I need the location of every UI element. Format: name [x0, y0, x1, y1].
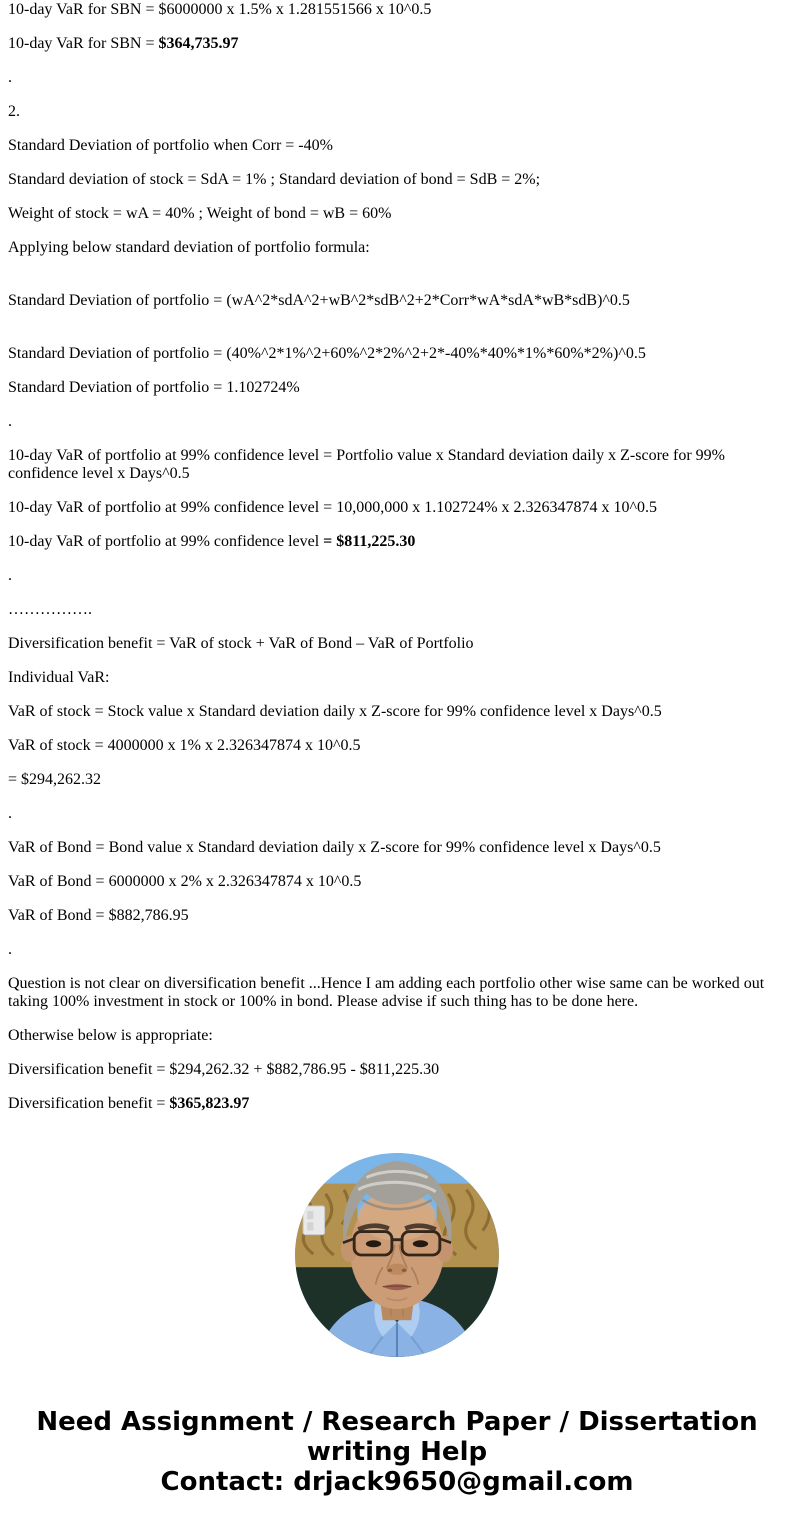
doc-paragraph — [8, 345, 786, 363]
doc-paragraph — [8, 379, 786, 397]
paragraph-text: VaR of Bond = 6000000 x 2% x 2.326347874 x 10^0.5 — [8, 873, 362, 890]
paragraph-text: . — [8, 69, 12, 86]
doc-paragraph — [8, 975, 786, 1011]
paragraph-text: Diversification benefit = — [8, 1095, 170, 1112]
tutor-avatar — [295, 1153, 499, 1357]
doc-paragraph — [8, 1, 786, 19]
doc-paragraph — [8, 171, 786, 189]
paragraph-text: 10-day VaR of portfolio at 99% confidence level — [8, 533, 324, 550]
paragraph-text: VaR of Bond = $882,786.95 — [8, 907, 189, 924]
doc-paragraph — [8, 35, 786, 53]
doc-paragraph — [8, 907, 786, 925]
paragraph-bold-text: $364,735.97 — [158, 35, 239, 52]
doc-paragraph — [8, 567, 786, 585]
doc-paragraph — [8, 839, 786, 857]
doc-paragraph — [8, 292, 786, 310]
paragraph-text: Diversification benefit = $294,262.32 + $882,786.95 - $811,225.30 — [8, 1061, 440, 1078]
paragraph-text: Otherwise below is appropriate: — [8, 1027, 213, 1044]
paragraph-text: Individual VaR: — [8, 669, 110, 686]
doc-paragraph — [8, 447, 786, 483]
doc-paragraph — [8, 737, 786, 755]
paragraph-text: 10-day VaR for SBN = — [8, 35, 159, 52]
paragraph-text: Standard Deviation of portfolio when Corr = -40% — [8, 137, 333, 154]
paragraph-text: 2. — [8, 103, 20, 120]
paragraph-text: ……………. — [8, 601, 92, 618]
doc-paragraph — [8, 69, 786, 87]
paragraph-text: . — [8, 805, 12, 822]
doc-paragraph — [8, 103, 786, 121]
doc-paragraph — [8, 805, 786, 823]
paragraph-text: Standard Deviation of portfolio = 1.102724% — [8, 379, 300, 396]
paragraph-text: 10-day VaR for SBN = $6000000 x 1.5% x 1.281551566 x 10^0.5 — [8, 1, 432, 18]
doc-paragraph — [8, 533, 786, 551]
paragraph-text: . — [8, 567, 12, 584]
paragraph-text: VaR of stock = Stock value x Standard deviation daily x Z-score for 99% confidence level x Days^0.5 — [8, 703, 662, 720]
paragraph-text: = $294,262.32 — [8, 771, 102, 788]
paragraph-text: Standard Deviation of portfolio = (40%^2*1%^2+60%^2*2%^2+2*-40%*40%*1%*60%*2%)^0.5 — [8, 345, 646, 362]
paragraph-bold-text: $365,823.97 — [169, 1095, 250, 1112]
doc-paragraph — [8, 1061, 786, 1079]
paragraph-text: . — [8, 413, 12, 430]
doc-paragraph — [8, 205, 786, 223]
paragraph-text: Weight of stock = wA = 40% ; Weight of bond = wB = 60% — [8, 205, 392, 222]
paragraph-text: Standard deviation of stock = SdA = 1% ; Standard deviation of bond = SdB = 2%; — [8, 171, 541, 188]
paragraph-text: Applying below standard deviation of portfolio formula: — [8, 239, 370, 256]
paragraph-text: Diversification benefit = VaR of stock + VaR of Bond – VaR of Portfolio — [8, 635, 474, 652]
doc-paragraph — [8, 873, 786, 891]
paragraph-text: 10-day VaR of portfolio at 99% confidence level = Portfolio value x Standard deviation daily x Z-score for 99% confidence level x Days^0.5 — [8, 447, 725, 482]
footer-title-line2: writing Help — [306, 1437, 488, 1467]
doc-paragraph — [8, 413, 786, 431]
paragraph-text: VaR of Bond = Bond value x Standard deviation daily x Z-score for 99% confidence level x Days^0.5 — [8, 839, 661, 856]
doc-paragraph — [8, 703, 786, 721]
paragraph-text: 10-day VaR of portfolio at 99% confidence level = 10,000,000 x 1.102724% x 2.326347874 x 10^0.5 — [8, 499, 658, 516]
doc-paragraph — [8, 1095, 786, 1113]
doc-paragraph — [8, 941, 786, 959]
paragraph-text: Question is not clear on diversification benefit ...Hence I am adding each portfolio other wise same can be worked out taking 100% investment in stock or 100% in bond. Please advise if such thing has to be done here. — [8, 975, 765, 1010]
footer-banner — [0, 1407, 794, 1524]
footer-contact: Contact: drjack9650@gmail.com — [160, 1467, 634, 1497]
doc-paragraph — [8, 239, 786, 257]
doc-paragraph — [8, 601, 786, 619]
doc-paragraph — [8, 669, 786, 687]
avatar-section — [0, 1153, 794, 1357]
footer-title-line1: Need Assignment / Research Paper / Dissertation — [36, 1407, 758, 1437]
paragraph-text: . — [8, 941, 12, 958]
paragraph-text: Standard Deviation of portfolio = (wA^2*sdA^2+wB^2*sdB^2+2*Corr*wA*sdA*wB*sdB)^0.5 — [8, 292, 630, 309]
paragraph-text: VaR of stock = 4000000 x 1% x 2.326347874 x 10^0.5 — [8, 737, 361, 754]
doc-paragraph — [8, 137, 786, 155]
portrait-photo — [295, 1153, 499, 1357]
doc-paragraph — [8, 635, 786, 653]
doc-paragraph — [8, 771, 786, 789]
paragraph-bold-text: = $811,225.30 — [323, 533, 416, 550]
doc-paragraph — [8, 1027, 786, 1045]
doc-paragraph — [8, 499, 786, 517]
